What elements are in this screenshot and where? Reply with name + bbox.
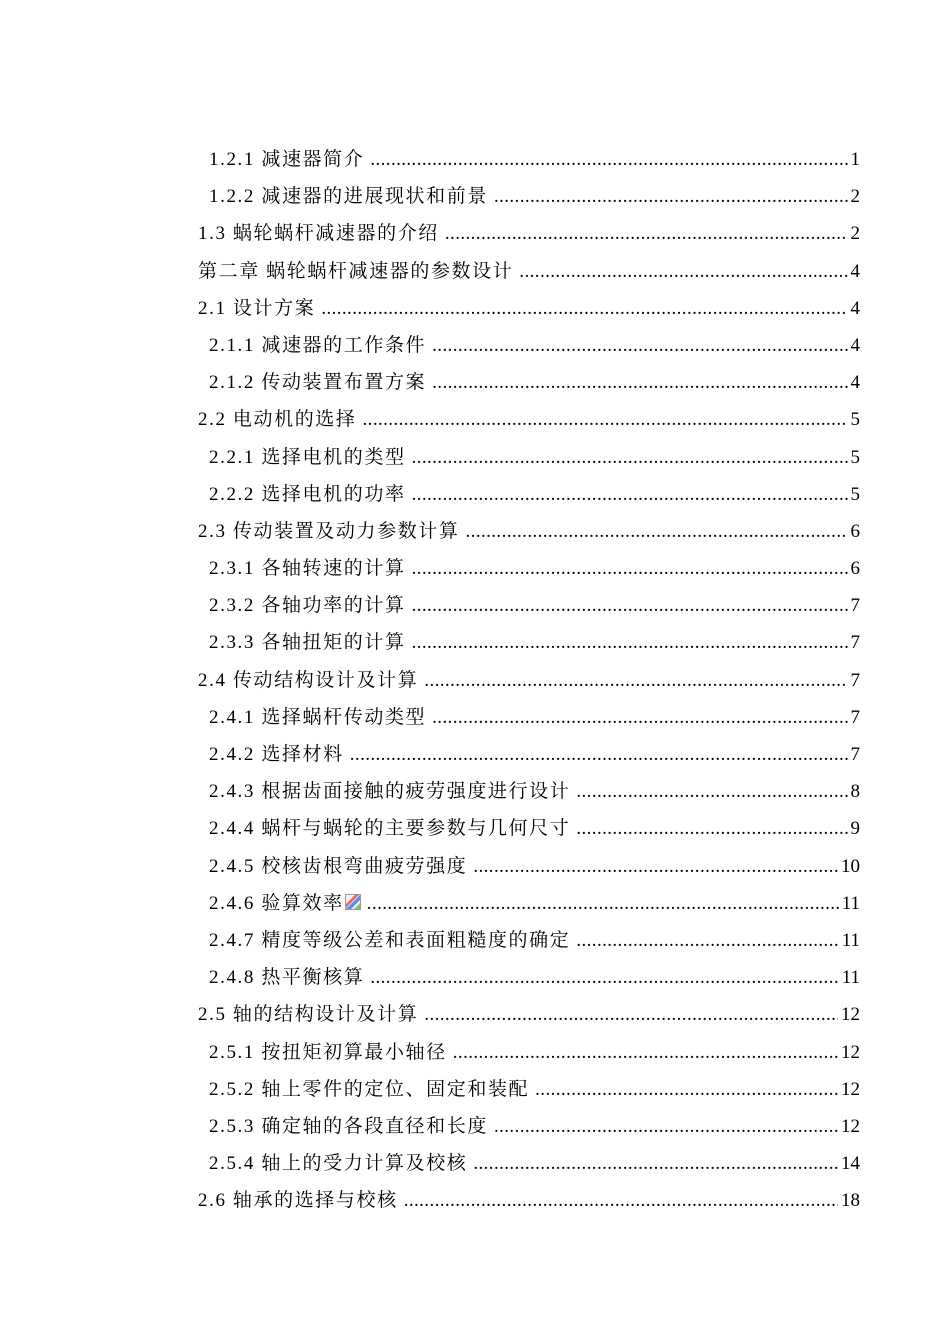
toc-entry[interactable]: [198, 662, 860, 699]
toc-entry[interactable]: [198, 253, 860, 290]
dot-leader: [432, 364, 847, 401]
toc-entry-page: 11: [841, 967, 860, 989]
toc-entry-title: 2.3.1 各轴转速的计算: [209, 558, 406, 580]
dot-leader: [321, 290, 847, 327]
toc-entry-page: 11: [841, 892, 860, 914]
toc-entry[interactable]: [198, 401, 860, 438]
toc-entry-page: 12: [841, 1115, 860, 1137]
toc-entry-title: 2.5.1 按扭矩初算最小轴径: [209, 1041, 447, 1063]
dot-leader: [535, 1071, 838, 1108]
toc-entry-page: 2: [850, 223, 860, 245]
toc-entry-title: 2.4.5 校核齿根弯曲疲劳强度: [209, 855, 468, 877]
toc-entry[interactable]: [198, 364, 860, 401]
toc-entry[interactable]: [198, 1182, 860, 1219]
toc-entry-page: 7: [850, 669, 860, 691]
dot-leader: [576, 922, 838, 959]
toc-entry-page: 11: [841, 929, 860, 951]
toc-entry-page: 12: [841, 1078, 860, 1100]
toc-entry-title: 2.4.6 验算效率: [209, 892, 344, 914]
toc-entry-page: 12: [841, 1004, 860, 1026]
toc-entry-title: 2.4.7 精度等级公差和表面粗糙度的确定: [209, 929, 571, 951]
toc-entry-title: 2.2.1 选择电机的类型: [209, 446, 406, 468]
toc-entry-title: 2.5.3 确定轴的各段直径和长度: [209, 1115, 488, 1137]
toc-entry-page: 18: [841, 1190, 860, 1212]
dot-leader: [370, 141, 847, 178]
toc-entry[interactable]: [198, 773, 860, 810]
toc-entry[interactable]: [198, 290, 860, 327]
dot-leader: [412, 439, 848, 476]
toc-entry-page: 7: [850, 595, 860, 617]
dot-leader: [473, 1145, 838, 1182]
toc-entry-page: 1: [850, 149, 860, 170]
dot-leader: [576, 810, 847, 847]
dot-leader: [473, 848, 838, 885]
dot-leader: [412, 476, 848, 513]
toc-entry[interactable]: [198, 439, 860, 476]
toc-entry-page: 5: [850, 446, 860, 468]
broken-image-icon: [345, 886, 361, 902]
toc-entry-title: 2.4.8 热平衡核算: [209, 967, 365, 989]
toc-entry[interactable]: [198, 996, 860, 1033]
toc-entry[interactable]: [198, 1034, 860, 1071]
toc-entry-title: 2.4.1 选择蜗杆传动类型: [209, 706, 427, 728]
toc-entry[interactable]: [198, 624, 860, 661]
toc-entry[interactable]: [198, 587, 860, 624]
toc-entry-title: 2.4 传动结构设计及计算: [198, 669, 419, 691]
table-of-contents: [198, 141, 860, 1219]
dot-leader: [370, 959, 838, 996]
toc-entry-title: 2.3 传动装置及动力参数计算: [198, 520, 460, 542]
toc-entry-page: 5: [850, 409, 860, 431]
toc-entry-page: 5: [850, 483, 860, 505]
toc-entry-page: 7: [850, 706, 860, 728]
toc-entry-title: 1.2.2 减速器的进展现状和前景: [209, 186, 488, 208]
toc-entry-page: 10: [841, 855, 860, 877]
toc-entry[interactable]: [198, 550, 860, 587]
toc-entry-title: 2.1 设计方案: [198, 297, 316, 319]
toc-entry-page: 7: [850, 744, 860, 765]
dot-leader: [367, 885, 839, 922]
toc-entry-title: 第二章 蜗轮蜗杆减速器的参数设计: [198, 260, 514, 282]
toc-entry-page: 9: [850, 818, 860, 840]
toc-entry-title: 2.4.3 根据齿面接触的疲劳强度进行设计: [209, 781, 571, 803]
dot-leader: [412, 550, 848, 587]
toc-entry[interactable]: [198, 1145, 860, 1182]
toc-entry[interactable]: [198, 476, 860, 513]
toc-entry-page: 14: [841, 1153, 860, 1175]
toc-entry-page: 4: [850, 297, 860, 319]
toc-entry[interactable]: [198, 810, 860, 847]
dot-leader: [404, 1182, 838, 1219]
toc-entry-title: 2.2.2 选择电机的功率: [209, 483, 406, 505]
toc-entry[interactable]: [198, 327, 860, 364]
toc-entry[interactable]: [198, 959, 860, 996]
toc-entry[interactable]: [198, 885, 860, 922]
toc-entry-title: 2.6 轴承的选择与校核: [198, 1190, 398, 1212]
toc-entry[interactable]: [198, 1071, 860, 1108]
dot-leader: [412, 587, 848, 624]
toc-entry-title: 2.5.2 轴上零件的定位、固定和装配: [209, 1078, 530, 1100]
dot-leader: [466, 513, 848, 550]
dot-leader: [494, 1108, 838, 1145]
toc-entry-title: 2.1.2 传动装置布置方案: [209, 372, 427, 394]
toc-entry[interactable]: [198, 215, 860, 252]
toc-entry-title: 2.3.3 各轴扭矩的计算: [209, 632, 406, 654]
toc-entry-page: 2: [850, 186, 860, 208]
toc-entry[interactable]: [198, 513, 860, 550]
toc-entry-page: 7: [850, 632, 860, 654]
toc-entry[interactable]: [198, 178, 860, 215]
toc-entry-page: 6: [850, 558, 860, 580]
toc-entry-page: 4: [850, 334, 860, 356]
toc-entry-title: 2.4.2 选择材料: [209, 744, 344, 765]
dot-leader: [412, 624, 848, 661]
dot-leader: [424, 662, 847, 699]
dot-leader: [432, 327, 847, 364]
toc-entry-page: 8: [850, 781, 860, 803]
toc-entry-title: 2.2 电动机的选择: [198, 409, 357, 431]
toc-entry-page: 4: [850, 260, 860, 282]
dot-leader: [363, 401, 848, 438]
toc-entry-title: 2.5.4 轴上的受力计算及校核: [209, 1153, 468, 1175]
toc-entry[interactable]: [198, 848, 860, 885]
dot-leader: [432, 699, 847, 736]
dot-leader: [453, 1034, 838, 1071]
dot-leader: [445, 215, 848, 252]
dot-leader: [494, 178, 848, 215]
toc-entry-title: 2.1.1 减速器的工作条件: [209, 334, 427, 356]
toc-entry-title: 2.5 轴的结构设计及计算: [198, 1004, 419, 1026]
toc-entry-title: 2.4.4 蜗杆与蜗轮的主要参数与几何尺寸: [209, 818, 571, 840]
toc-entry-page: 4: [850, 372, 860, 394]
dot-leader: [350, 736, 848, 773]
toc-entry-title: 1.2.1 减速器简介: [209, 149, 365, 170]
toc-entry-title: 1.3 蜗轮蜗杆减速器的介绍: [198, 223, 439, 245]
toc-entry[interactable]: [198, 699, 860, 736]
toc-entry[interactable]: [198, 141, 860, 178]
toc-entry-title-wrapper: [209, 885, 361, 922]
toc-entry[interactable]: [198, 736, 860, 773]
toc-entry[interactable]: [198, 922, 860, 959]
dot-leader: [424, 996, 838, 1033]
toc-entry-page: 6: [850, 520, 860, 542]
toc-entry[interactable]: [198, 1108, 860, 1145]
toc-entry-page: 12: [841, 1041, 860, 1063]
dot-leader: [519, 253, 847, 290]
dot-leader: [576, 773, 847, 810]
toc-entry-title: 2.3.2 各轴功率的计算: [209, 595, 406, 617]
